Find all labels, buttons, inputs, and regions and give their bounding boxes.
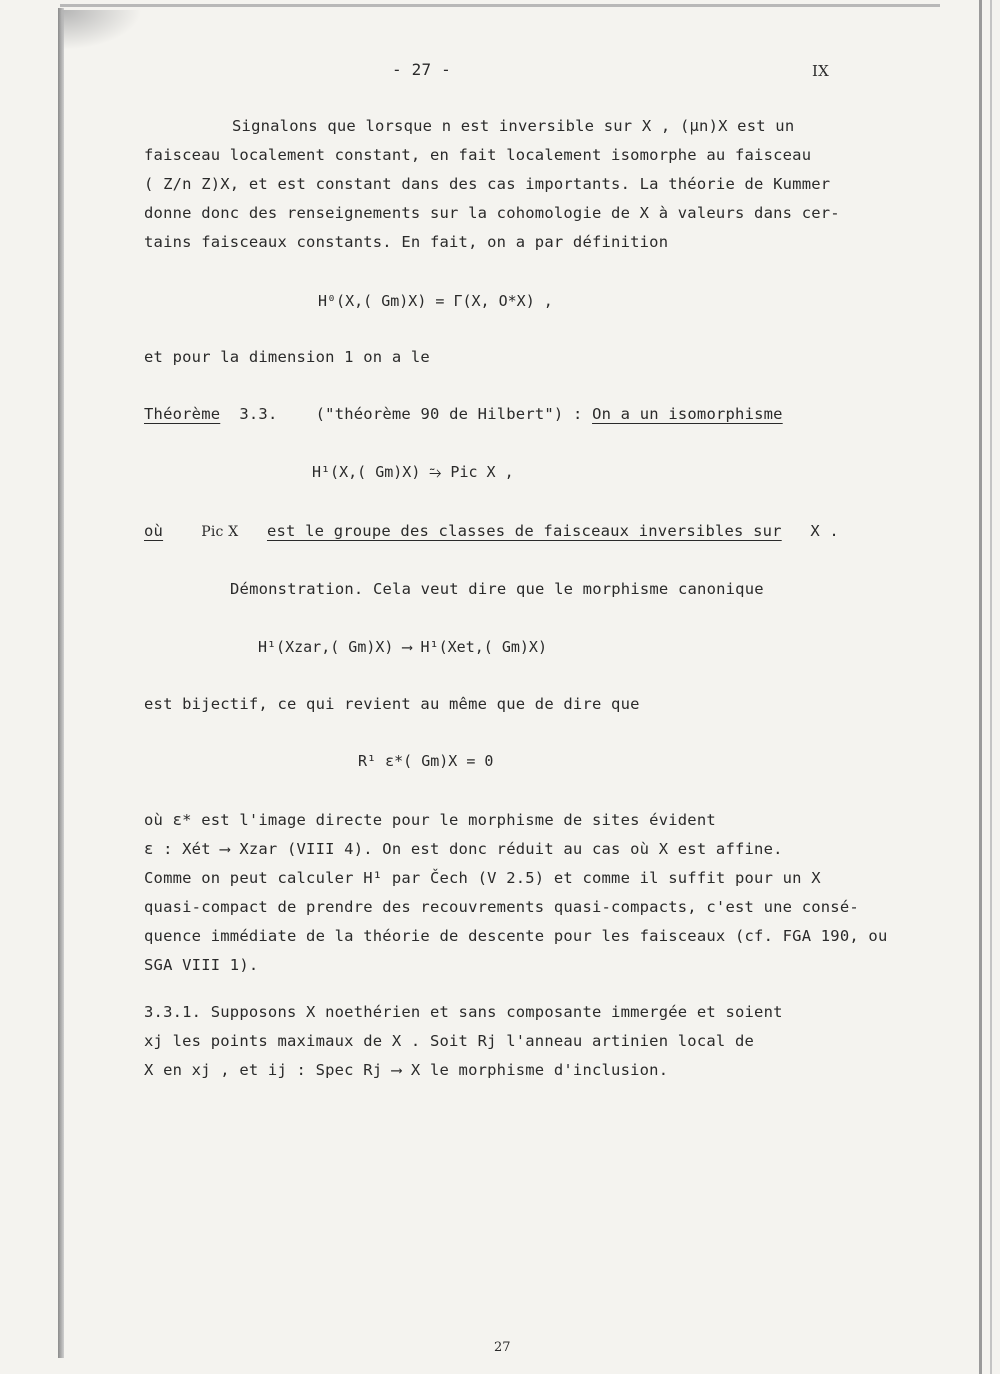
text-ou: où [144, 522, 164, 540]
text-end: X . [810, 522, 839, 540]
text-line: où ε* est l'image directe pour le morphisme de sites évident [144, 811, 716, 829]
text-picx: Pic X [201, 524, 239, 540]
text-line: SGA VIII 1). [144, 956, 259, 974]
text-pic-def: est le groupe des classes de faisceaux inversibles sur [266, 522, 782, 540]
text-line: X en xj , et ij : Spec Rj ⟶ X le morphisme d'inclusion. [144, 1061, 669, 1079]
theorem-number: 3.3. [239, 405, 278, 423]
formula-h1-map: H¹(Xzar,( Gm)X) ⟶ H¹(Xet,( Gm)X) [258, 638, 547, 656]
text-line: xj les points maximaux de X . Soit Rj l'anneau artinien local de [144, 1032, 755, 1050]
page-marker: - 27 - [392, 60, 451, 79]
page-edge-right-outer [990, 0, 992, 1374]
text-line: quasi-compact de prendre des recouvrements quasi-compacts, c'est une consé- [144, 898, 859, 916]
theorem-label: Théorème [144, 405, 221, 423]
text-line: et pour la dimension 1 on a le [144, 348, 430, 366]
page-edge-left [58, 8, 64, 1358]
text-line: donne donc des renseignements sur la cohomologie de X à valeurs dans cer- [144, 204, 840, 222]
page-edge-right [979, 0, 982, 1374]
text-line: ε : Xét ⟶ Xzar (VIII 4). On est donc réduit au cas où X est affine. [144, 840, 783, 858]
text-line: faisceau localement constant, en fait localement isomorphe au faisceau [144, 146, 812, 164]
theorem-statement: On a un isomorphisme [592, 405, 783, 423]
text-line: quence immédiate de la théorie de descente pour les faisceaux (cf. FGA 190, ou [144, 927, 888, 945]
pic-definition [144, 522, 839, 540]
text-line: 3.3.1. Supposons X noethérien et sans composante immergée et soient [144, 1003, 783, 1021]
demonstration-line: Démonstration. Cela veut dire que le morphisme canonique [230, 580, 764, 598]
footer-page-number: 27 [494, 1340, 511, 1355]
chapter-number: IX [812, 62, 830, 80]
text-line: Comme on peut calculer H¹ par Čech (V 2.5) et comme il suffit pour un X [144, 869, 821, 887]
text-line: est bijectif, ce qui revient au même que de dire que [144, 695, 640, 713]
page-edge-top [60, 4, 940, 7]
text-line: tains faisceaux constants. En fait, on a par définition [144, 233, 669, 251]
formula-r1: R¹ ε*( Gm)X = 0 [358, 752, 494, 770]
text-line: Signalons que lorsque n est inversible sur X , (μn)X est un [232, 117, 795, 135]
scan-smudge [62, 10, 142, 50]
theorem-heading: Théorème 3.3. ("théorème 90 de Hilbert") : On a un isomorphisme [144, 405, 783, 423]
text-line: ( Z/n Z)X, et est constant dans des cas importants. La théorie de Kummer [144, 175, 831, 193]
theorem-name: ("théorème 90 de Hilbert") [315, 405, 564, 423]
formula-h1-pic: H¹(X,( Gm)X) ⥲ Pic X , [312, 463, 514, 481]
formula-h0: H⁰(X,( Gm)X) = Γ(X, O*X) , [318, 292, 553, 310]
